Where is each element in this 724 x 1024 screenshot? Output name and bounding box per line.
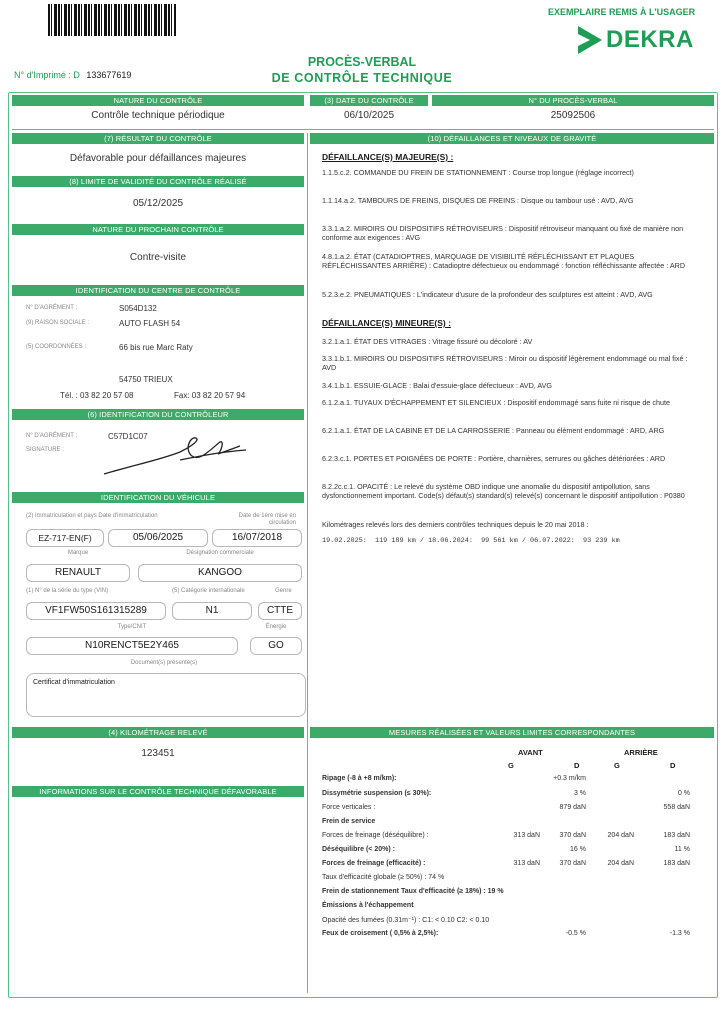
date-value: 06/10/2025 (343, 110, 395, 121)
km-value: 123451 (141, 748, 175, 759)
centre-coord-label: (5) COORDONNÉES : (26, 344, 87, 350)
mesure-label: Force verticales : (322, 804, 376, 811)
majeure-item: 1.1.5.c.2. COMMANDE DU FREIN DE STATIONNEMENT : Course trop longue (réglage incorrect) (322, 168, 634, 177)
date-header: (3) DATE DU CONTRÔLE (310, 95, 428, 106)
prochain-header: NATURE DU PROCHAIN CONTRÔLE (12, 224, 304, 235)
categorie-label: (5) Catégorie internationale (172, 588, 245, 594)
column-divider (307, 133, 308, 993)
imprime-value: 133677619 (86, 70, 132, 80)
mesure-value: -1.3 % (669, 930, 690, 937)
centre-raison-value: AUTO FLASH 54 (119, 319, 181, 328)
mesure-value: 370 daN (559, 832, 586, 839)
nature-header: NATURE DU CONTRÔLE (12, 95, 304, 106)
docs-value: Certificat d'immatriculation (33, 679, 115, 686)
controleur-signature-label: SIGNATURE : (26, 447, 64, 453)
divider (12, 129, 714, 130)
immat-value: EZ-717-EN(F) (26, 529, 104, 547)
mesure-value: 3 % (573, 790, 586, 797)
genre-label: Genre (275, 588, 292, 594)
exemplaire-label: EXEMPLAIRE REMIS À L'USAGER (548, 7, 696, 17)
arriere-g-label: G (614, 761, 620, 770)
mineure-item: 6.2.1.a.1. ÉTAT DE LA CABINE ET DE LA CARROSSERIE : Panneau ou élément endommagé : ARD, ARG (322, 426, 665, 435)
centre-adresse: 66 bis rue Marc Raty (119, 343, 193, 352)
mineure-item: 8.2.2c.c.1. OPACITÉ : Le relevé du système OBD indique une anomalie du dispositif antipollution, sans dysfonctionnement important. Code(s) défaut(s) standard(s) relevé(s) concernant le dispositif antipollution : P0380 (322, 482, 685, 500)
mesure-value: 204 daN (607, 832, 634, 839)
dekra-arrow-icon (576, 24, 604, 56)
mesure-label: Ripage (-8 à +8 m/km): (322, 775, 397, 782)
date1-label: Date de 1ère mise en circulation (238, 513, 296, 526)
type-label: Type/CNIT (117, 624, 147, 630)
designation-value: KANGOO (138, 564, 302, 582)
mesure-label: Dissymétrie suspension (≤ 30%): (322, 790, 432, 797)
majeure-item: 5.2.3.e.2. PNEUMATIQUES : L'indicateur d'usure de la profondeur des sculptures est atteint : AVD, AVG (322, 290, 653, 299)
mesure-value: -0.5 % (565, 930, 586, 937)
mesure-value: 11 % (674, 846, 690, 853)
nature-value: Contrôle technique périodique (91, 110, 225, 121)
date-circ-value: 16/07/2018 (212, 529, 302, 547)
mineures-title: DÉFAILLANCE(S) MINEURE(S) : (322, 318, 451, 328)
resultat-header: (7) RÉSULTAT DU CONTRÔLE (12, 133, 304, 144)
avant-d-label: D (574, 761, 580, 770)
imprime-number (14, 70, 131, 80)
mesure-label: Déséquilibre (< 20%) : (322, 846, 395, 853)
centre-agrement-label: N° D'AGRÉMENT : (26, 305, 78, 311)
resultat-value: Défavorable pour défaillances majeures (69, 153, 247, 164)
mesure-value: 370 daN (559, 860, 586, 867)
docs-box (26, 673, 306, 717)
mineure-item: 3.3.1.b.1. MIROIRS OU DISPOSITIFS RÉTROVISEURS : Miroir ou dispositif légèrement endommagé ou mal fixé : AVD (322, 354, 688, 372)
centre-agrement-value: S054D132 (119, 304, 157, 313)
categorie-value: N1 (172, 602, 252, 620)
mineure-item: 6.1.2.a.1. TUYAUX D'ÉCHAPPEMENT ET SILENCIEUX : Dispositif endommagé sans fuite ni risque de chute (322, 398, 670, 407)
controleur-agrement-label: N° D'AGRÉMENT : (26, 433, 78, 439)
title-line1: PROCÈS-VERBAL (307, 55, 417, 69)
mesure-label: Taux d'efficacité globale (≥ 50%) : 74 % (322, 874, 445, 881)
barcode (48, 4, 176, 36)
centre-tel: Tél. : 03 82 20 57 08 (60, 391, 134, 400)
pv-header: N° DU PROCÈS-VERBAL (432, 95, 714, 106)
vehicule-header: IDENTIFICATION DU VÉHICULE (12, 492, 304, 503)
km-history: 19.02.2025: 119 189 km / 18.06.2024: 99 561 km / 06.07.2022: 93 239 km (322, 537, 620, 545)
mineure-item: 6.2.3.c.1. PORTES ET POIGNÉES DE PORTE : Portière, charnières, serrures ou gâches détériorées : ARD (322, 454, 666, 463)
centre-fax: Fax: 03 82 20 57 94 (174, 391, 246, 400)
mesure-label: Frein de stationnement Taux d'efficacité (≥ 18%) : 19 % (322, 888, 504, 895)
energie-value: GO (250, 637, 302, 655)
mesure-label: Émissions à l'échappement (322, 902, 414, 909)
limite-header: (8) LIMITE DE VALIDITÉ DU CONTRÔLE RÉALISÉ (12, 176, 304, 187)
majeure-item: 4.8.1.a.2. ÉTAT (CATADIOPTRES, MARQUAGE DE VISIBILITÉ RÉFLÉCHISSANT ET PLAQUES RÉFLÉCHISSANTES ARRIÈRE) : Catadioptre défectueux ou endommagé : fonction réfléchissante affectée : ARD (322, 252, 686, 270)
prochain-value: Contre-visite (129, 252, 187, 263)
majeure-item: 3.3.1.a.2. MIROIRS OU DISPOSITIFS RÉTROVISEURS : Dispositif rétroviseur manquant ou fixé de manière non conforme aux exigences : AVG (322, 224, 684, 242)
mesure-value: +0.3 m/km (553, 775, 586, 782)
mesures-header: MESURES RÉALISÉES ET VALEURS LIMITES CORRESPONDANTES (310, 727, 714, 738)
immat-label: (2) Immatriculation et pays Date d'immatriculation (26, 513, 158, 519)
arriere-d-label: D (670, 761, 676, 770)
centre-ville: 54750 TRIEUX (119, 375, 173, 384)
mesure-label: Opacité des fumées (0.31m⁻¹) : C1: < 0.10 C2: < 0.10 (322, 917, 490, 924)
avant-label: AVANT (518, 748, 543, 757)
avant-g-label: G (508, 761, 514, 770)
mesure-value: 313 daN (513, 860, 540, 867)
centre-header: IDENTIFICATION DU CENTRE DE CONTRÔLE (12, 285, 304, 296)
designation-label: Désignation commerciale (186, 550, 254, 556)
km-header: (4) KILOMÉTRAGE RELEVÉ (12, 727, 304, 738)
mesure-label: Feux de croisement ( 0,5% à 2,5%): (322, 930, 439, 937)
signature-image (100, 430, 250, 480)
pv-value: 25092506 (550, 110, 596, 121)
imprime-label: N° d'Imprimé : D (14, 70, 80, 80)
type-value: N10RENCT5E2Y465 (26, 637, 238, 655)
energie-label: Énergie (265, 624, 287, 630)
dekra-logo (576, 24, 696, 56)
genre-value: CTTE (258, 602, 302, 620)
controleur-agrement-value: C57D1C07 (108, 432, 148, 441)
mesure-value: 879 daN (559, 804, 586, 811)
vin-label: (1) N° de la série du type (VIN) (26, 588, 109, 594)
infos-header: INFORMATIONS SUR LE CONTRÔLE TECHNIQUE DÉFAVORABLE (12, 786, 304, 797)
defaillances-header: (10) DÉFAILLANCES ET NIVEAUX DE GRAVITÉ (310, 133, 714, 144)
km-history-title: Kilométrages relevés lors des derniers contrôles techniques depuis le 20 mai 2018 : (322, 520, 589, 529)
majeures-title: DÉFAILLANCE(S) MAJEURE(S) : (322, 152, 454, 162)
arriere-label: ARRIÈRE (624, 748, 658, 757)
brand-name: DEKRA (606, 26, 694, 53)
marque-label: Marque (67, 550, 89, 556)
vin-value: VF1FW50S161315289 (26, 602, 166, 620)
date-immat-value: 05/06/2025 (108, 529, 208, 547)
centre-raison-label: (9) RAISON SOCIALE : (26, 320, 90, 326)
mesure-value: 558 daN (663, 804, 690, 811)
marque-value: RENAULT (26, 564, 130, 582)
mesure-label: Forces de freinage (efficacité) : (322, 860, 426, 867)
mesure-value: 183 daN (663, 832, 690, 839)
mesure-value: 0 % (677, 790, 690, 797)
mesure-value: 16 % (570, 846, 586, 853)
page-title (200, 54, 524, 86)
mineure-item: 3.2.1.a.1. ÉTAT DES VITRAGES : Vitrage fissuré ou décoloré : AV (322, 337, 533, 346)
mineure-item: 3.4.1.b.1. ESSUIE-GLACE : Balai d'essuie-glace défectueux : AVD, AVG (322, 381, 553, 390)
mesure-label: Forces de freinage (déséquilibre) : (322, 832, 429, 839)
mesure-label: Frein de service (322, 818, 376, 825)
limite-value: 05/12/2025 (132, 198, 184, 209)
title-line2: DE CONTRÔLE TECHNIQUE (271, 71, 453, 85)
majeure-item: 1.1.14.a.2. TAMBOURS DE FREINS, DISQUES DE FREINS : Disque ou tambour usé : AVD, AVG (322, 196, 634, 205)
mesure-value: 313 daN (513, 832, 540, 839)
docs-label: Document(s) présenté(s) (130, 660, 198, 666)
mesure-value: 204 daN (607, 860, 634, 867)
controleur-header: (6) IDENTIFICATION DU CONTRÔLEUR (12, 409, 304, 420)
mesure-value: 183 daN (663, 860, 690, 867)
